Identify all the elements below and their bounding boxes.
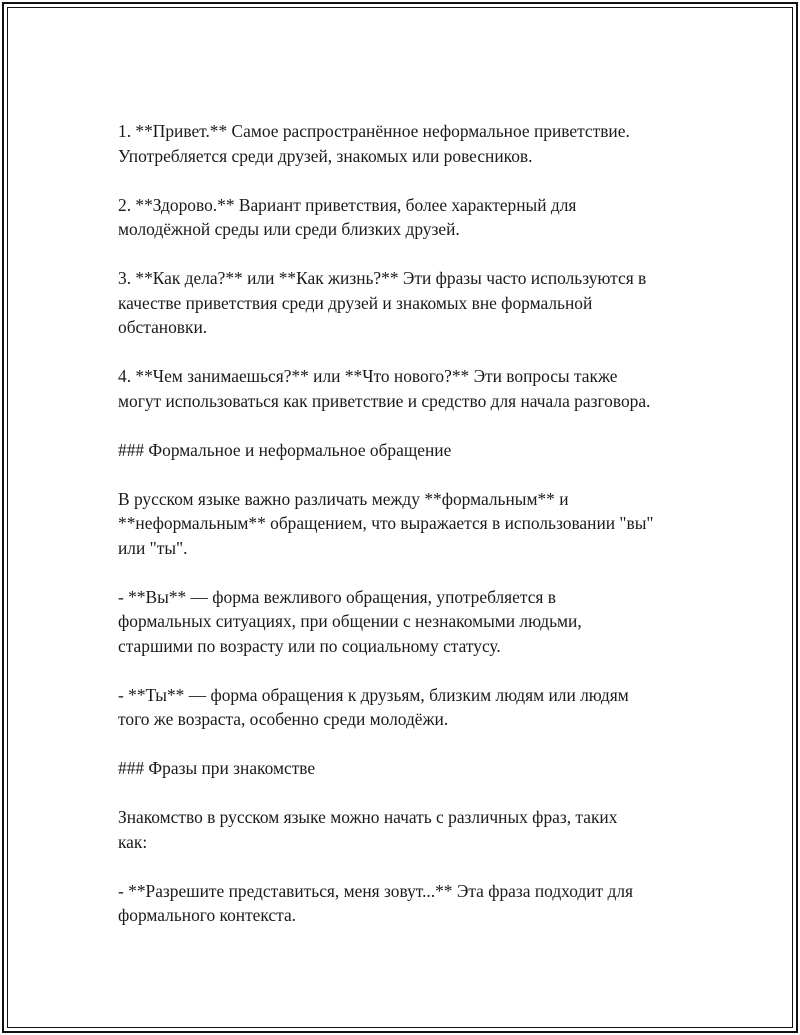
text-line: как: (118, 831, 148, 852)
text-line: старшими по возрасту или по социальному статусу. (118, 635, 501, 656)
text-line: или "ты". (118, 537, 188, 558)
text-line: могут использоваться как приветствие и средство для начала разговора. (118, 390, 651, 411)
list-item-zdorovo (118, 193, 708, 242)
text-line: 1. **Привет.** Самое распространённое неформальное приветствие. (118, 121, 630, 141)
text-line: формального контекста. (118, 905, 297, 925)
bullet-item-vy (118, 585, 708, 659)
text-line: В русском языке важно различать между **формальным** и (118, 488, 569, 509)
section-heading-formal-informal (118, 438, 708, 463)
text-line: Знакомство в русском языке можно начать с различных фраз, таких (118, 807, 618, 827)
document-body (118, 119, 708, 928)
text-line: - **Ты** — форма обращения к друзьям, близким людям или людям (118, 684, 629, 705)
paragraph-formal-informal-intro (118, 487, 708, 561)
section-heading-introductions (118, 756, 708, 781)
heading-text: ### Формальное и неформальное обращение (118, 439, 452, 460)
list-item-kak-dela (118, 266, 708, 340)
text-line: 4. **Чем занимаешься?** или **Что нового?** Эти вопросы также (118, 366, 618, 386)
bullet-item-ty (118, 683, 708, 732)
heading-text: ### Фразы при знакомстве (118, 758, 316, 778)
text-line: формальных ситуациях, при общении с незнакомыми людьми, (118, 611, 582, 631)
text-line: **неформальным** обращением, что выражается в использовании "вы" (118, 513, 654, 533)
text-line: 3. **Как дела?** или **Как жизнь?** Эти фразы часто используются в (118, 268, 647, 288)
text-line: того же возраста, особенно среди молодёжи. (118, 709, 449, 729)
text-line: Употребляется среди друзей, знакомых или ровесников. (118, 145, 533, 166)
paragraph-introductions-intro (118, 805, 708, 854)
list-item-privet (118, 119, 708, 168)
text-line: - **Вы** — форма вежливого обращения, употребляется в (118, 586, 556, 607)
text-line: качестве приветствия среди друзей и знакомых вне формальной (118, 292, 593, 313)
text-line: 2. **Здорово.** Вариант приветствия, более характерный для (118, 194, 577, 215)
text-line: обстановки. (118, 317, 208, 337)
text-line: - **Разрешите представиться, меня зовут...** Эта фраза подходит для (118, 880, 634, 901)
bullet-item-razreshite (118, 879, 708, 928)
list-item-chem-zanimaeshsya (118, 364, 708, 413)
text-line: молодёжной среды или среди близких друзей. (118, 219, 460, 239)
